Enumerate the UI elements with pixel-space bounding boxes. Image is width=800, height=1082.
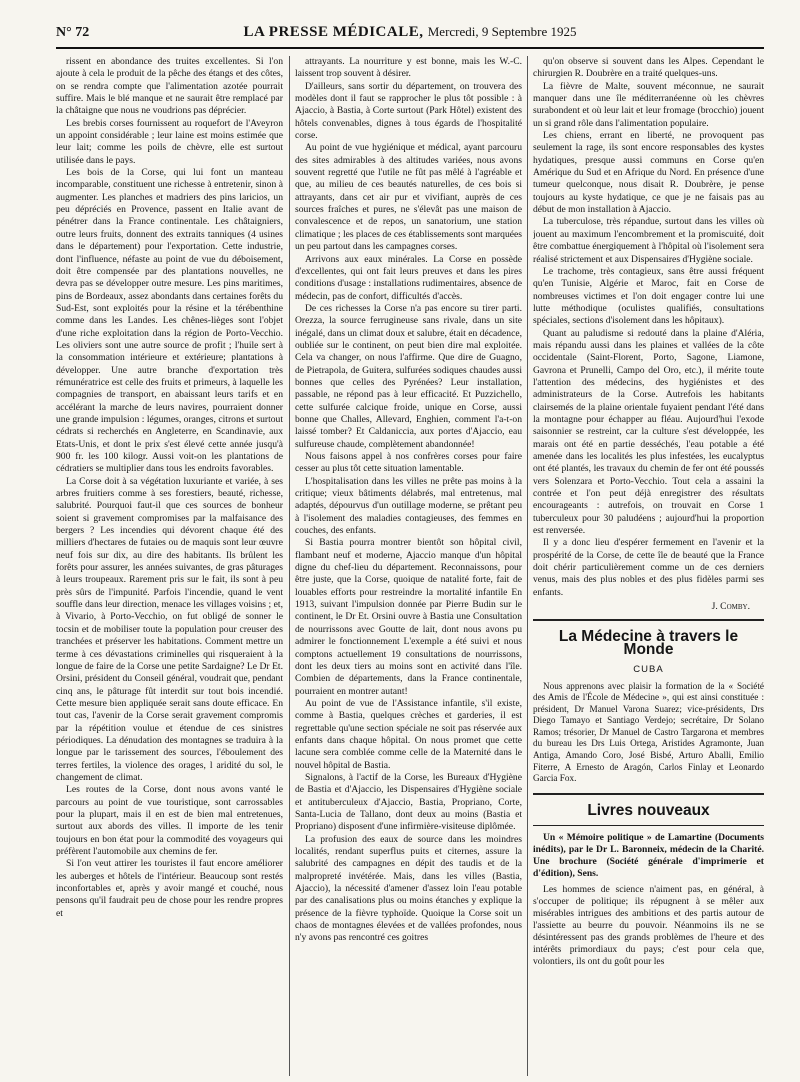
news-text: Nous apprenons avec plaisir la formation de la « Société des Amis de l'École de Médecine », qui est ainsi constituée : président, Dr Manuel Varona Suarez; vice-présidents, Drs Diego Tamayo et Santiago Verdejo; secrétaire, Dr Solano Ramos; trésorier, Dr Manuel de Castro Targarona et membres du bureau les Drs Luis Ortega, Aristides Agramonte, Juan Antiga, Amando Coro, José Bisbé, Arturo Aballi, Emilio Fiterre, A Ernesto de Aragón, Carlos Finlay et Leonardo Garcia Fox. [533, 680, 764, 784]
paragraph: La profusion des eaux de source dans les moindres localités, rendant superflus puits et citernes, assure la salubrité des campagnes en dépit des taudis et de la malpropreté invétérée. Mais, dans les villes (Bastia, Ajaccio), la nécessité d'amener d'assez loin l'eau potable par des canalisations plus ou moins étanches y explique la présence de la fièvre typhoïde. Quoique la Corse soit un chaos de montagnes élevées et de vallées profondes, nous n'y avons pas rencontré ces goitres [295, 833, 522, 944]
paragraph: La tuberculose, très répandue, surtout dans les villes où jouent au maximum l'encombrement et la promiscuité, doit être combattue énergiquement à l'hôpital où l'isolement sera réalisé strictement et aux Dispensaires d'Hygiène sociale. [533, 216, 764, 265]
paragraph: Les bois de la Corse, qui lui font un manteau incomparable, constituent une richesse à entretenir, sinon à augmenter. Les planches et madriers des pins laricios, un peu dépréciés en Provence, passent en Italie avant de pénétrer dans la France continentale. Les châtaigniers, outre leurs fruits, donnent des extraits tanniques (4 usines dans le département) pour l'exportation. Cette industrie, dont l'influence, néfaste au point de vue du déboisement, doit être compensée par des plantations nouvelles, ne devra pas se développer outre mesure. Les pins maritimes, pins de Bordeaux, assez abondants dans certaines forêts du Sud-Est, sont exploités pour la résine et la térébenthine comme dans les Landes. Les chênes-lièges sont l'objet d'une riche exploitation dans la région de Porto-Vecchio. Les oliviers sont une autre source de profit ; l'huile sert à la consommation intérieure et extérieure; plantations à développer. Une autre branche d'exportation très rémunératrice est celle des fruits et primeurs, à laquelle les compagnies de transport, en abaissant leurs tarifs et en accélérant la marche de leurs navires, pourraient donner une grande impulsion : légumes, oranges, citrons et surtout cédrats si recherchés en Angleterre, en Scandinavie, aux Etats-Unis, et dont le prix s'est élevé cette année jusqu'à 900 fr. les 100 kilogr. Aussi voit-on les plantations de cédratiers se multiplier dans tous les endroits favorables. [56, 167, 283, 475]
paragraph: Au point de vue hygiénique et médical, ayant parcouru des sites admirables à des altitudes variées, nous avons souvent regretté que l'utile ne fût pas mêlé à l'agréable et que, au milieu de ces beautés naturelles, de ces bois si attrayants, dans cet air pur et vivifiant, auprès de ces sources fraîches et pures, ne s'élevât pas une maison de convalescence et de repos, un sanatorium, une station climatique ; les places de ces établissements sont marquées un peu partout dans les campagnes corses. [295, 142, 522, 253]
page-header [56, 22, 764, 44]
paragraph: La fièvre de Malte, souvent méconnue, ne saurait manquer dans une île méditerranéenne où les chèvres surabondent et où leur lait et leur fromage (brocchio) jouent un si grand rôle dans l'alimentation populaire. [533, 80, 764, 129]
author-signature: J. Comby. [711, 601, 750, 613]
review-text: Les hommes de science n'aiment pas, en général, à s'occuper de politique; ils répugnent à se mêler aux misérables intrigues des ambitions et des partis autour de l'assiette au beurre du pouvoir. Néanmoins ils ne se désintéressent pas des grands problèmes de l'heure et des intérêts primordiaux du pays; c'est pour cela que, volontiers, ils ont du goût pour les [533, 884, 764, 968]
paragraph: Quant au paludisme si redouté dans la plaine d'Aléria, mais répandu aussi dans les plaines et vallées de la côte occidentale (Saint-Florent, Porto, Sagone, Liamone, Gavrona et Prunelli, Campo del Oro, etc.), il mérite toute l'attention des médecins, des hygiénistes et des administrateurs de la Corse. Autrefois les habitants clairsemés de la plaine orientale fuyaient pendant l'été dans la montagne pour échapper au fléau. Aujourd'hui l'exode saisonnier se restreint, car la culture s'est développée, les marais ont été en partie desséchés, l'eau potable a été amenée dans les localités les plus infestées, les eucalyptus ont été plantés, les travaux du chemin de fer ont été poussés vers Solenzara et Porto-Vecchio. Tout cela a assaini la contrée et l'on peut déjà enregistrer des résultats encourageants : autrefois, on trouvait en Corse 1 tuberculeux pour 30 paludéens ; aujourd'hui la proportion est renversée. [533, 327, 764, 537]
paragraph: Nous faisons appel à nos confrères corses pour faire cesser au plus tôt cette situation lamentable. [295, 451, 522, 475]
paragraph: qu'on observe si souvent dans les Alpes. Cependant le chirurgien R. Doubrère en a traité quelques-uns. [533, 56, 764, 80]
header-rule [56, 47, 764, 49]
paragraph: Les chiens, errant en liberté, ne provoquent pas seulement la rage, ils sont encore responsables des kystes hydatiques, presque aussi communs en Corse qu'en Amérique du Sud et en Afrique du Nord. En présence d'une tumeur quelconque, nous disait R. Doubrère, je pense toujours au kyste hydatique, ce que je ne faisais pas au début de mon installation à Ajaccio. [533, 130, 764, 216]
paragraph: Les brebis corses fournissent au roquefort de l'Aveyron un appoint considérable ; leur laine est moins estimée que leur lait; comme les poils de chèvre, elle est surtout utilisée dans le pays. [56, 117, 283, 166]
paragraph: Au point de vue de l'Assistance infantile, s'il existe, comme à Bastia, quelques crèches et garderies, il est regrettable qu'une section spéciale ne soit pas réservée aux enfants dans chaque hôpital. On nous promet que cette lacune sera comblée comme celle de la Maternité dans le nouvel hôpital de Bastia. [295, 697, 522, 771]
paragraph: Les routes de la Corse, dont nous avons vanté le parcours au point de vue touristique, sont carrossables pour la plupart, mais il en est de bien mal entretenues, surtout aux abords des villes. Il importe de les tenir toujours en bon état pour la commodité des voyageurs qui préfèrent l'automobile aux chemins de fer. [56, 784, 283, 857]
section-title-livres: Livres nouveaux [587, 801, 710, 819]
journal-title [56, 24, 764, 41]
section-divider [533, 793, 764, 795]
paragraph: Arrivons aux eaux minérales. La Corse en possède d'excellentes, qui ont fait leurs preuves et dans les pires conditions d'usage : installations rudimentaires, absence de médecin, pas de confort, difficultés d'accès. [295, 253, 522, 302]
paragraph: La Corse doit à sa végétation luxuriante et variée, à ses arbres fruitiers comme à ses forestiers, beauté, richesse, salubrité. Pourquoi faut-il que ces sources de bonheur soient si gravement compromises par la malfaisance des bergers ? Les incendies qui dévorent chaque été des milliers d'hectares de futaies ou de maquis sont leur œuvre neuf fois sur dix, au dire des habitants. Ils brûlent les forêts pour assurer, les années suivantes, de gras pâturages à leurs troupeaux. Rarement pris sur le fait, ils sont à peu près sûrs de l'impunité. Parfois l'incendie, quand le vent souffle dans leur direction, menace les villages voisins ; et, à Vivario, à Porto-Vecchio, on fut obligé de sonner le tocsin et de mobiliser toute la population pour creuser des tranchées et préserver les habitations. Comment mettre un terme à ces dévastations criminelles qui risqueraient à la longue de faire de la Corse une petite Sardaigne? Le Dr Et. Orsini, président du Conseil général, voudrait que, pendant cinq ans, le pâturage fût interdit sur tout bois incendié. Cette mesure bien appliquée serait sans doute efficace. En tout cas, l'avenir de la Corse serait gravement compromis par la répétition voulue et étendue de ces sinistres périodiques. La dénudation des montagnes se traduira à la longue par le tarissement des sources, l'éboulement des terres fertiles, la violence des orages, l aridité du sol, le changement de climat. [56, 475, 283, 783]
issue-date: Mercredi, 9 Septembre 1925 [427, 24, 577, 39]
book-entry: Un « Mémoire politique » de Lamartine (Documents inédits), par le Dr L. Baronneix, médecin de la Charité. Une brochure (Société générale d'imprimerie et d'édition), Sens. [533, 832, 764, 880]
paragraph: rissent en abondance des truites excellentes. Si l'on ajoute à cela le produit de la pêche des étangs et des côtes, on se rendra compte que l'alimentation azotée pourrait suffire. Mais le blé manque et ne saurait être remplacé par la châtaigne que nous ne voudrions pas déprécier. [56, 56, 283, 117]
section-title-medecine: La Médecine à travers le Monde [558, 628, 739, 658]
column-separator [289, 56, 290, 1076]
column-2 [295, 56, 522, 1076]
section-divider [533, 825, 764, 826]
column-separator [527, 56, 528, 1076]
section-divider [533, 619, 764, 621]
paragraph: Le trachome, très contagieux, sans être aussi fréquent qu'en Tunisie, Algérie et Maroc, fait en Corse de nombreuses victimes et l'on doit engager contre lui une lutte méthodique (oculistes qualifiés, consultations spéciales, sections d'isolement dans les hôpitaux). [533, 265, 764, 327]
paragraph: Si l'on veut attirer les touristes il faut encore améliorer les auberges et hôtels de l'intérieur. Beaucoup sont restés inconfortables et, après y avoir mangé et couché, nous pensons qu'il faudrait peu de chose pour les rendre propres et [56, 858, 283, 919]
paragraph: Signalons, à l'actif de la Corse, les Bureaux d'Hygiène de Bastia et d'Ajaccio, les Dispensaires d'Hygiène sociale et antituberculeux d'Ajaccio, Bastia, Propriano, Corte, Santa-Lucia de Tallano, dont deux au moins (Bastia et Propriano) disposent d'une infirmière-visiteuse diplômée. [295, 771, 522, 833]
column-1 [56, 56, 283, 1076]
country-subheading: CUBA [633, 664, 664, 676]
paragraph: attrayants. La nourriture y est bonne, mais les W.-C. laissent trop souvent à désirer. [295, 56, 522, 80]
book-review [533, 832, 764, 968]
paragraph: Il y a donc lieu d'espérer fermement en l'avenir et la prospérité de la Corse, de cette île de beauté que la France doit chérir particulièrement comme un de ces derniers venus, mais des plus nobles et des plus fidèles parmi ses enfants. [533, 537, 764, 598]
paragraph: De ces richesses la Corse n'a pas encore su tirer parti. Orezza, la source ferrugineuse sans rivale, dans un site inégalé, dans un climat doux et salubre, était en décadence, oubliée sur le continent, on peut bien dire mal exploitée. Cela va changer, on nous l'affirme. Que dire de Guagno, de Pietrapola, de Guitera, sulfurées sodiques chaudes aussi bonnes que celles des Pyrénées? Leur installation, passable, ne répond pas à leur efficacité. Et Puzzichello, cette sulfurée calcique froide, unique en Corse, aussi bonne que Challes, Allevard, Enghien, comment l'a-t-on laissé tomber? Et Caldaniccia, aux portes d'Ajaccio, eau sulfureuse chaude, complètement abandonnée! [295, 302, 522, 450]
page-number: N° 72 [56, 25, 90, 40]
column-3 [533, 56, 764, 1076]
news-item [533, 681, 764, 785]
journal-name: LA PRESSE MÉDICALE, [243, 24, 424, 40]
paragraph: Si Bastia pourra montrer bientôt son hôpital civil, flambant neuf et moderne, Ajaccio manque d'un hôpital digne du chef-lieu du département. Reconnaissons, pour être juste, que la Corse, quoique de natalité forte, fait de louables efforts pour restreindre la mortalité infantile En 1913, suivant l'impulsion donnée par Pierre Budin sur le continent, le Dr Et. Orsini ouvre à Bastia une Consultation de nourrissons avec Goutte de lait, dont nous avons pu admirer le fonctionnement L'exemple a été suivi et nous comptons actuellement 19 consultations de nourrissons, dont les deux tiers au moins sont en activité dans l'île. Combien de départements, dans la France continentale, pourraient en montrer autant! [295, 537, 522, 697]
paragraph: L'hospitalisation dans les villes ne prête pas moins à la critique; vieux bâtiments délabrés, mal entretenus, mal adaptés, dépourvus d'un outillage moderne, se prêtant peu à l'isolement des maladies contagieuses, des femmes en couches, des enfants. [295, 475, 522, 537]
paragraph: D'ailleurs, sans sortir du département, on trouvera des modèles dont il faut se rapprocher le plus tôt possible : à Ajaccio, à Bastia, à Corte surtout (Park Hôtel) existent des hôtels convenables, dignes à tous égards de l'hospitalité corse. [295, 80, 522, 142]
